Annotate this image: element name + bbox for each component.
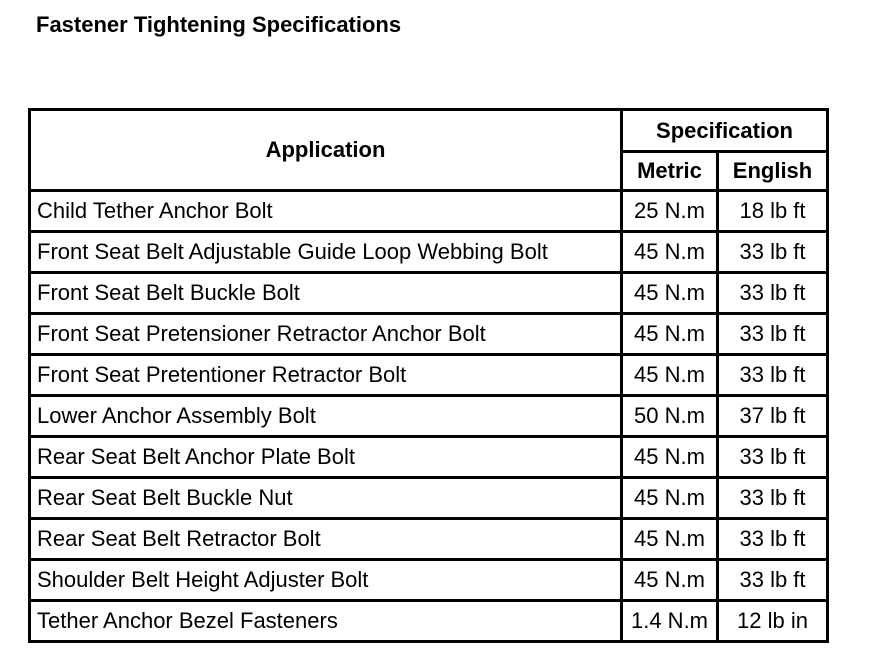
metric-cell: 45 N.m [623, 315, 719, 356]
metric-cell: 45 N.m [623, 274, 719, 315]
metric-cell: 45 N.m [623, 561, 719, 602]
metric-cell: 45 N.m [623, 233, 719, 274]
english-cell: 12 lb in [737, 608, 808, 633]
table-row [31, 397, 826, 438]
metric-cell: 50 N.m [623, 397, 719, 438]
table-row [31, 274, 826, 315]
application-cell: Front Seat Pretensioner Retractor Anchor Bolt [31, 315, 623, 356]
english-cell: 33 lb ft [719, 274, 826, 315]
english-cell: 33 lb ft [719, 233, 826, 274]
metric-cell: 1.4 N.m [623, 602, 719, 640]
table-row [31, 479, 826, 520]
table-row [31, 315, 826, 356]
application-cell: Lower Anchor Assembly Bolt [31, 397, 623, 438]
english-cell: 33 lb ft [719, 520, 826, 561]
application-cell: Rear Seat Belt Anchor Plate Bolt [31, 438, 623, 479]
table-row [31, 561, 826, 602]
english-cell: 37 lb ft [719, 397, 826, 438]
table-body [31, 192, 826, 640]
table-row [31, 233, 826, 274]
page-title: Fastener Tightening Specifications [36, 12, 402, 37]
table-row [31, 356, 826, 397]
application-cell: Tether Anchor Bezel Fasteners [31, 602, 623, 640]
application-cell: Child Tether Anchor Bolt [31, 192, 623, 233]
header-metric: Metric [623, 153, 719, 192]
table-row [31, 192, 826, 233]
metric-cell: 45 N.m [623, 356, 719, 397]
english-cell: 33 lb ft [719, 561, 826, 602]
table-row [31, 438, 826, 479]
metric-cell: 25 N.m [623, 192, 719, 233]
table-row [31, 520, 826, 561]
english-cell: 18 lb ft [719, 192, 826, 233]
application-cell: Rear Seat Belt Buckle Nut [31, 479, 623, 520]
metric-cell: 45 N.m [623, 438, 719, 479]
header-specification: Specification [623, 111, 826, 153]
fastener-spec-table [28, 108, 829, 643]
english-cell: 33 lb ft [719, 479, 826, 520]
application-cell: Front Seat Belt Adjustable Guide Loop Webbing Bolt [31, 233, 623, 274]
header-english: English [719, 153, 826, 192]
application-cell: Shoulder Belt Height Adjuster Bolt [31, 561, 623, 602]
application-cell: Front Seat Pretentioner Retractor Bolt [31, 356, 623, 397]
metric-cell: 45 N.m [623, 479, 719, 520]
english-cell: 33 lb ft [719, 438, 826, 479]
english-cell: 33 lb ft [719, 356, 826, 397]
application-cell: Front Seat Belt Buckle Bolt [31, 274, 623, 315]
application-cell: Rear Seat Belt Retractor Bolt [31, 520, 623, 561]
metric-cell: 45 N.m [623, 520, 719, 561]
english-cell: 33 lb ft [719, 315, 826, 356]
header-application: Application [31, 111, 623, 192]
table-row [31, 602, 826, 640]
